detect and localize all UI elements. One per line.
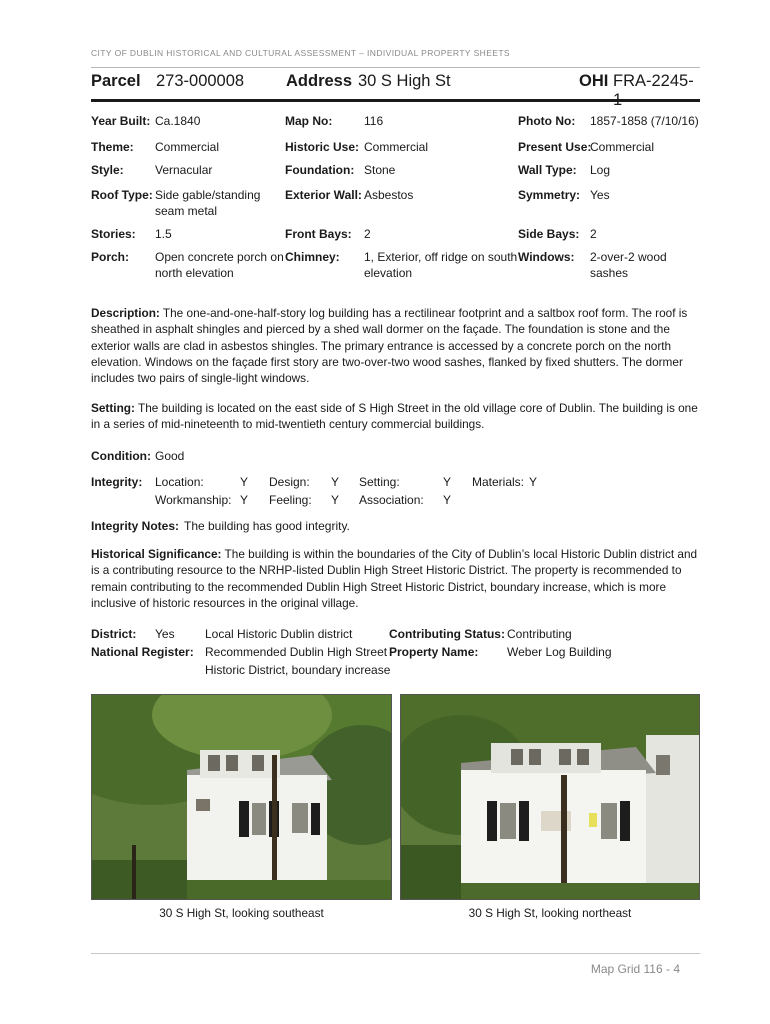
photo-illustration-northeast — [401, 695, 700, 900]
district-value: Yes — [155, 627, 175, 641]
integrity-location-value: Y — [240, 475, 249, 489]
chimney-label: Chimney: — [285, 250, 340, 264]
chimney-value-line-2: elevation — [364, 266, 413, 280]
condition-row — [91, 448, 151, 466]
condition-label: Condition: — [91, 449, 151, 463]
style-label: Style: — [91, 163, 124, 177]
exterior-wall-label: Exterior Wall: — [285, 188, 362, 202]
photo-caption-southeast: 30 S High St, looking southeast — [159, 906, 324, 920]
contributing-status-label: Contributing Status: — [389, 627, 505, 641]
present-use-label: Present Use: — [518, 140, 592, 154]
front-bays-value: 2 — [364, 227, 371, 241]
integrity-setting-label: Setting: — [359, 475, 400, 489]
front-bays-label: Front Bays: — [285, 227, 352, 241]
integrity-materials-label: Materials: — [472, 475, 525, 489]
photo-illustration-southeast — [92, 695, 392, 900]
integrity-association-label: Association: — [359, 493, 424, 507]
photo-caption-northeast: 30 S High St, looking northeast — [468, 906, 632, 920]
present-use-value: Commercial — [590, 140, 655, 154]
page-number: Map Grid 116 - 4 — [590, 962, 680, 976]
integrity-setting-value: Y — [443, 475, 452, 489]
description-paragraph — [91, 305, 701, 386]
photo-no-label: Photo No: — [518, 114, 576, 128]
setting-paragraph — [91, 400, 701, 433]
running-head: CITY OF DUBLIN HISTORICAL AND CULTURAL ASSESSMENT – INDIVIDUAL PROPERTY SHEETS — [91, 48, 510, 58]
windows-value — [590, 249, 667, 281]
parcel-value: 273-000008 — [156, 72, 245, 90]
windows-value-line-2: sashes — [590, 266, 629, 280]
national-register-value-line-1: Recommended Dublin High Street — [205, 645, 388, 659]
theme-label: Theme: — [91, 140, 134, 154]
integrity-design-value: Y — [331, 475, 340, 489]
integrity-feeling-label: Feeling: — [269, 493, 312, 507]
wall-type-value: Log — [590, 163, 611, 177]
integrity-feeling-value: Y — [331, 493, 340, 507]
windows-value-line-1: 2-over-2 wood — [590, 250, 667, 264]
porch-value — [155, 249, 284, 281]
porch-value-line-1: Open concrete porch on — [155, 250, 284, 264]
description-text: The one-and-one-half-story log building has a rectilinear footprint and a saltbox roof form. The roof is sheathed in asphalt shingles and pierced by a shed wall dormer on the façade. The foundation is stone and the exterior walls are clad in asbestos shingles. The primary entrance is accessed by a concrete porch on the north elevation. Windows on the façade first story are two-over-two wood sashes, flanked by fixed shutters. The dormer includes two pairs of single-light windows. — [91, 306, 688, 386]
windows-label: Windows: — [518, 250, 575, 264]
integrity-label: Integrity: — [91, 475, 143, 489]
integrity-association-value: Y — [443, 493, 452, 507]
year-built-label: Year Built: — [91, 114, 151, 128]
property-photo-southeast — [91, 694, 392, 900]
national-register-label: National Register: — [91, 645, 194, 659]
roof-type-value — [155, 187, 260, 219]
district-label: District: — [91, 627, 137, 641]
integrity-workmanship-value: Y — [240, 493, 249, 507]
property-name-label: Property Name: — [389, 645, 479, 659]
chimney-value-line-1: 1, Exterior, off ridge on south — [364, 250, 518, 264]
parcel-label: Parcel — [91, 72, 141, 90]
contributing-status-value: Contributing — [507, 627, 572, 641]
symmetry-label: Symmetry: — [518, 188, 581, 202]
roof-type-value-line-1: Side gable/standing — [155, 188, 261, 202]
district-name: Local Historic Dublin district — [205, 627, 353, 641]
map-no-value: 116 — [364, 114, 384, 128]
integrity-location-label: Location: — [155, 475, 204, 489]
historical-significance-label: Historical Significance: — [91, 547, 222, 561]
photo-no-value: 1857-1858 (7/10/16) — [590, 114, 699, 128]
condition-value: Good — [155, 449, 185, 463]
roof-type-label: Roof Type: — [91, 188, 153, 202]
national-register-value — [205, 644, 390, 679]
porch-value-line-2: north elevation — [155, 266, 234, 280]
porch-label: Porch: — [91, 250, 130, 264]
historic-use-label: Historic Use: — [285, 140, 360, 154]
chimney-value — [364, 249, 517, 281]
wall-type-label: Wall Type: — [518, 163, 577, 177]
roof-type-value-line-2: seam metal — [155, 204, 218, 218]
setting-label: Setting: — [91, 401, 135, 415]
theme-value: Commercial — [155, 140, 220, 154]
side-bays-value: 2 — [590, 227, 597, 241]
national-register-value-line-2: Historic District, boundary increase — [205, 662, 391, 677]
integrity-notes-label: Integrity Notes: — [91, 519, 180, 533]
integrity-notes-value: The building has good integrity. — [184, 519, 350, 533]
address-label: Address — [286, 72, 353, 90]
side-bays-label: Side Bays: — [518, 227, 580, 241]
property-photo-northeast — [400, 694, 700, 900]
stories-value: 1.5 — [155, 227, 172, 241]
ohi-value: FRA-2245-1 — [613, 72, 694, 109]
ohi-label: OHI — [579, 72, 609, 90]
year-built-value: Ca.1840 — [155, 114, 201, 128]
parcel-header — [91, 70, 700, 109]
map-no-label: Map No: — [285, 114, 333, 128]
foundation-label: Foundation: — [285, 163, 355, 177]
symmetry-value: Yes — [590, 188, 610, 202]
description-label: Description: — [91, 306, 160, 320]
header-divider — [91, 67, 700, 68]
integrity-materials-value: Y — [529, 475, 538, 489]
historical-significance-text: The building is within the boundaries of the City of Dublin’s local Historic Dublin district and is a contributing resource to the NRHP-listed Dublin High Street Historic District. The property is recommended to remain contributing to the recommended Dublin High Street Historic District, boundary increase, which is more inclusive of historic resources in the original village. — [91, 547, 698, 610]
integrity-workmanship-label: Workmanship: — [155, 493, 232, 507]
foundation-value: Stone — [364, 163, 396, 177]
setting-text: The building is located on the east side of S High Street in the old village core of Dublin. The building is one in a series of mid-nineteenth to mid-twentieth century commercial buildings. — [91, 401, 698, 432]
exterior-wall-value: Asbestos — [364, 188, 414, 202]
footer-divider — [91, 953, 700, 954]
stories-label: Stories: — [91, 227, 136, 241]
address-value: 30 S High St — [358, 72, 451, 90]
integrity-design-label: Design: — [269, 475, 310, 489]
property-name-value: Weber Log Building — [507, 645, 612, 659]
historic-use-value: Commercial — [364, 140, 429, 154]
historical-significance-paragraph — [91, 546, 701, 611]
header-rule — [91, 99, 700, 102]
style-value: Vernacular — [155, 163, 213, 177]
